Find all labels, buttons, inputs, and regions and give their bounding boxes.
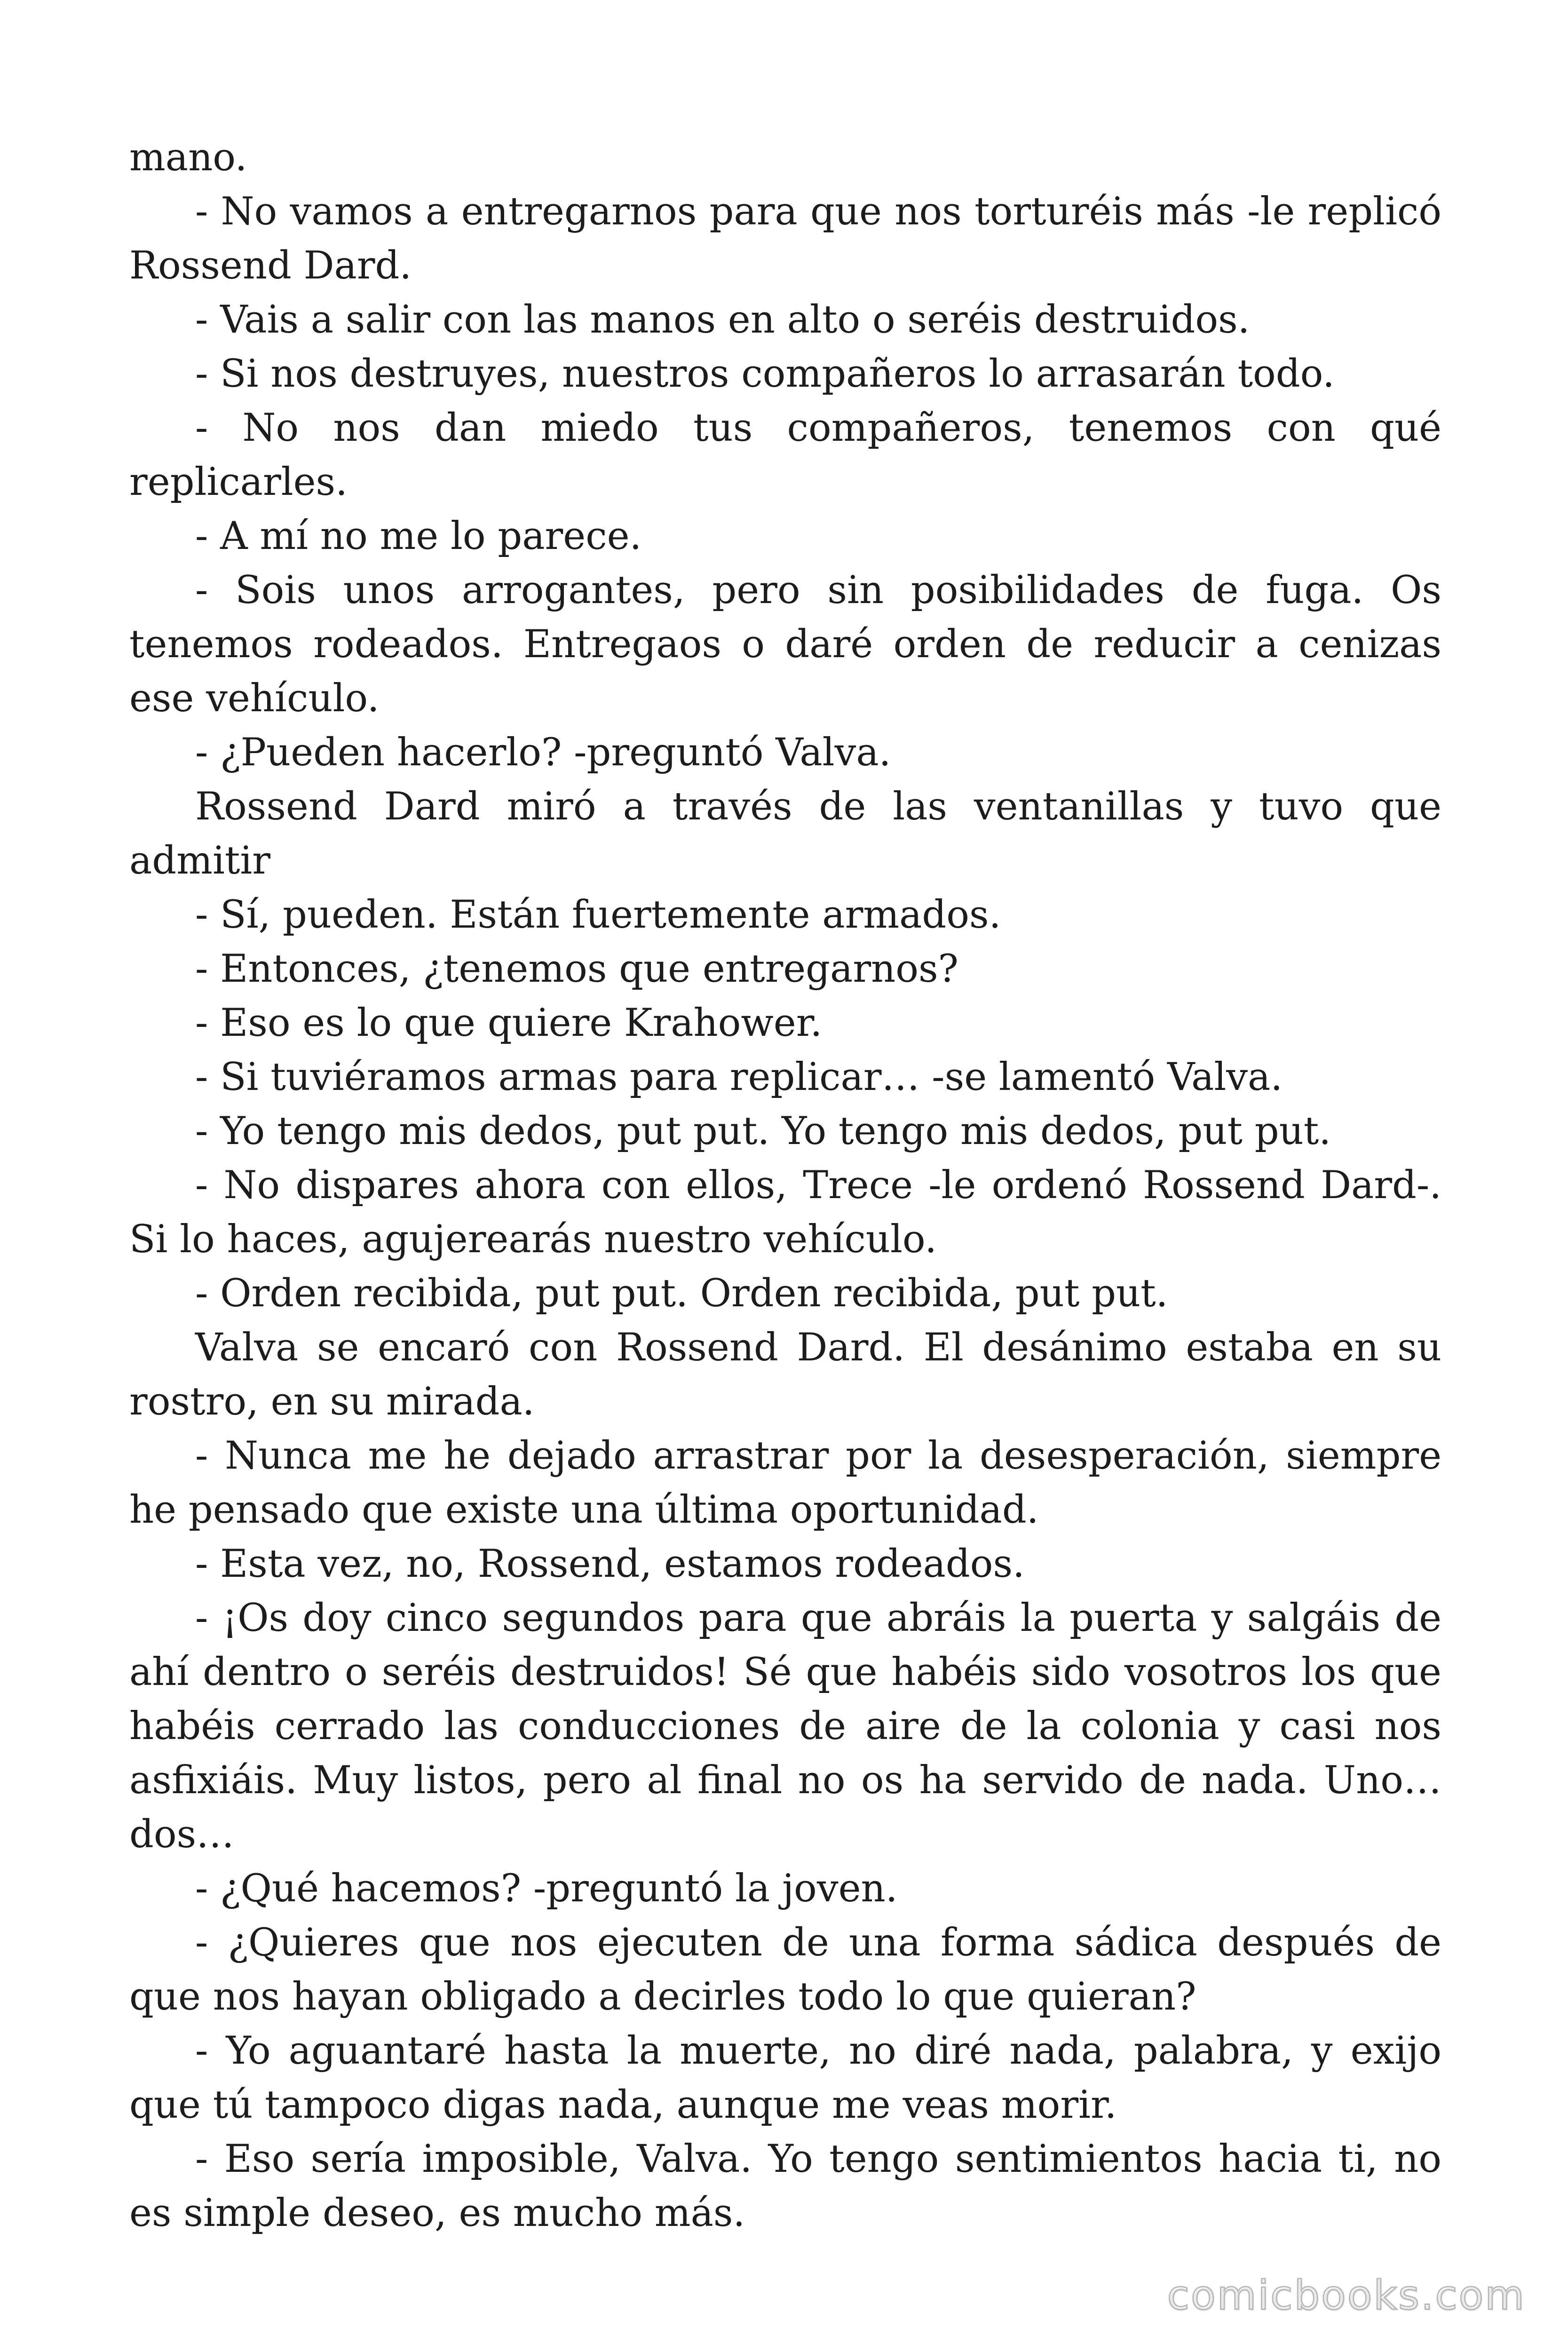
paragraph: - ¿Pueden hacerlo? -preguntó Valva. <box>195 731 891 775</box>
paragraph: - No nos dan miedo tus compañeros, tenemos con qué replicarles. <box>129 406 1441 504</box>
paragraph: - Orden recibida, put put. Orden recibida, put put. <box>195 1271 1168 1316</box>
watermark: comicbooks.com <box>1167 2272 1526 2319</box>
paragraph: - Esta vez, no, Rossend, estamos rodeados. <box>195 1542 1025 1586</box>
paragraph: Rossend Dard miró a través de las ventanillas y tuvo que admitir <box>129 785 1441 883</box>
paragraph: - Si tuviéramos armas para replicar… -se lamentó Valva. <box>195 1055 1283 1099</box>
paragraph: - Eso es lo que quiere Krahower. <box>195 1001 823 1045</box>
paragraph: mano. <box>129 135 247 180</box>
paragraph: - ¿Qué hacemos? -preguntó la joven. <box>195 1867 898 1911</box>
paragraph: - Vais a salir con las manos en alto o seréis destruidos. <box>195 298 1250 342</box>
paragraph: - Sois unos arrogantes, pero sin posibilidades de fuga. Os tenemos rodeados. Entregaos o daré orden de reducir a cenizas ese vehículo. <box>129 568 1441 721</box>
paragraph: - ¿Quieres que nos ejecuten de una forma sádica después de que nos hayan obligado a decirles todo lo que quieran? <box>129 1921 1441 2019</box>
paragraph: - Yo tengo mis dedos, put put. Yo tengo mis dedos, put put. <box>195 1109 1331 1153</box>
paragraph: - A mí no me lo parece. <box>195 514 642 558</box>
paragraph: - Sí, pueden. Están fuertemente armados. <box>195 893 1001 937</box>
paragraph: - No vamos a entregarnos para que nos torturéis más -le replicó Rossend Dard. <box>129 190 1441 288</box>
paragraph: - Nunca me he dejado arrastrar por la desesperación, siempre he pensado que existe una última oportunidad. <box>129 1434 1441 1532</box>
body-text <box>129 131 1441 2241</box>
paragraph: - No dispares ahora con ellos, Trece -le ordenó Rossend Dard-. Si lo haces, agujerearás nuestro vehículo. <box>129 1163 1441 1262</box>
paragraph: - ¡Os doy cinco segundos para que abráis la puerta y salgáis de ahí dentro o seréis destruidos! Sé que habéis sido vosotros los que habéis cerrado las conducciones de aire de la colonia y casi nos asfixiáis. Muy listos, pero al final no os ha servido de nada. Uno… dos… <box>129 1596 1441 1857</box>
paragraph: - Entonces, ¿tenemos que entregarnos? <box>195 947 958 991</box>
paragraph: Valva se encaró con Rossend Dard. El desánimo estaba en su rostro, en su mirada. <box>129 1326 1441 1424</box>
paragraph: - Eso sería imposible, Valva. Yo tengo sentimientos hacia ti, no es simple deseo, es mucho más. <box>129 2137 1441 2235</box>
paragraph: - Si nos destruyes, nuestros compañeros lo arrasarán todo. <box>195 352 1335 396</box>
paragraph: - Yo aguantaré hasta la muerte, no diré nada, palabra, y exijo que tú tampoco digas nada, aunque me veas morir. <box>129 2029 1441 2127</box>
